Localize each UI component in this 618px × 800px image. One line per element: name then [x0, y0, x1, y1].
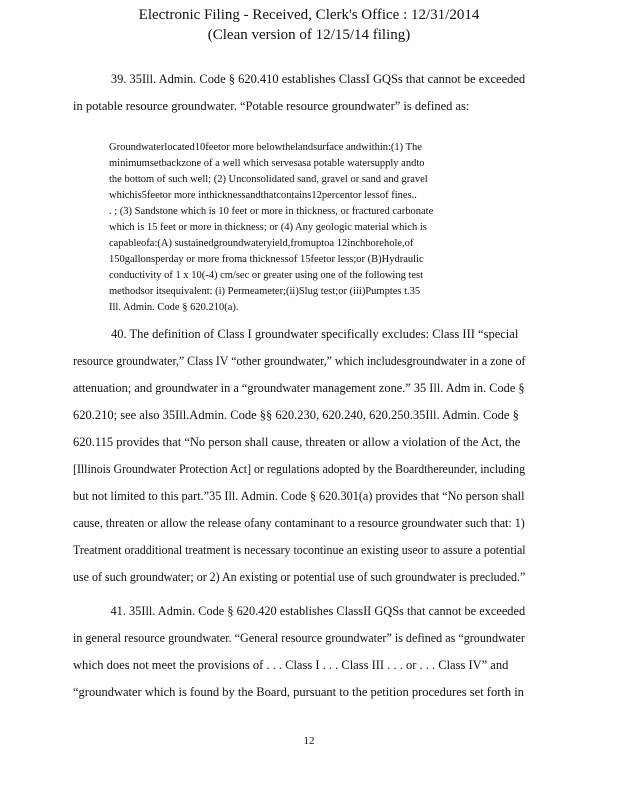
block-quote-definition [109, 140, 487, 316]
paragraph-41 [73, 598, 525, 706]
filing-stamp-line-2: (Clean version of 12/15/14 filing) [207, 27, 411, 43]
paragraph-line: 620.210; see also 35Ill.Admin. Code §§ 620.230, 620.240, 620.250.35Ill. Admin. Code § [73, 408, 519, 422]
quote-line: the bottom of such well; (2) Unconsolidated sand, gravel or sand and gravel [109, 174, 428, 185]
quote-line: 150gallonsperday or more froma thicknessof 15feetor less;or (B)Hydraulic [109, 254, 424, 265]
quote-line: which is 15 feet or more in thickness; or (4) Any geologic material which is [109, 222, 427, 233]
quote-line: conductivity of 1 x 10(-4) cm/sec or greater using one of the following test [109, 270, 424, 281]
paragraph-line: in potable resource groundwater. “Potable resource groundwater” is defined as: [73, 99, 470, 113]
page-number: 12 [303, 735, 315, 747]
quote-line: minimumsetbackzone of a well which servesasa potable watersupply andto [109, 158, 425, 169]
paragraph-line: attenuation; and groundwater in a “groundwater management zone.” 35 Ill. Adm in. Code § [73, 381, 525, 395]
paragraph-line: 41. 35Ill. Admin. Code § 620.420 establishes ClassII GQSs that cannot be exceeded [110, 604, 526, 618]
quote-line: capableofa:(A) sustainedgroundwateryield,fromuptoa 12inchborehole,of [109, 238, 414, 249]
paragraph-line: 40. The definition of Class I groundwater specifically excludes: Class III “special [111, 327, 519, 341]
paragraph-line: “groundwater which is found by the Board, pursuant to the petition procedures set forth in [73, 685, 524, 699]
paragraph-line: Treatment oradditional treatment is necessary tocontinue an existing useor to assure a potential [73, 543, 526, 557]
paragraph-line: 39. 35Ill. Admin. Code § 620.410 establishes ClassI GQSs that cannot be exceeded [110, 72, 526, 86]
paragraph-line: resource groundwater,” Class IV “other groundwater,” which includesgroundwater in a zone of [73, 354, 526, 368]
paragraph-39 [73, 66, 525, 120]
quote-line: Groundwaterlocated10feetor more belowthelandsurface andwithin:(1) The [109, 142, 422, 153]
quote-line: Ill. Admin. Code § 620.210(a). [109, 302, 239, 313]
filing-stamp-line-1: Electronic Filing - Received, Clerk's Office : 12/31/2014 [138, 7, 480, 23]
paragraph-line: cause, threaten or allow the release ofany contaminant to a resource groundwater such that: 1) [73, 516, 525, 530]
paragraph-line: use of such groundwater; or 2) An existing or potential use of such groundwater is precluded.” [73, 570, 526, 584]
paragraph-line: in general resource groundwater. “General resource groundwater” is defined as “groundwater [73, 631, 525, 645]
quote-line: whichis5feetor more inthicknessandthatcontains12percentor lessof fines.. [109, 190, 417, 201]
quote-line: . ; (3) Sandstone which is 10 feet or more in thickness, or fractured carbonate [109, 206, 434, 217]
paragraph-line: [Illinois Groundwater Protection Act] or regulations adopted by the Boardthereunder, including [73, 462, 526, 476]
paragraph-line: which does not meet the provisions of . . . Class I . . . Class III . . . or . . . Class IV” and [73, 658, 509, 672]
paragraph-line: 620.115 provides that “No person shall cause, threaten or allow a violation of the Act, the [73, 435, 521, 449]
paragraph-40 [73, 321, 525, 591]
paragraph-line: but not limited to this part.”35 Ill. Admin. Code § 620.301(a) provides that “No person shall [73, 489, 525, 503]
quote-line: methodsor itsequivalent: (i) Permeameter;(ii)Slug test;or (iii)Pumptes t.35 [109, 286, 421, 297]
